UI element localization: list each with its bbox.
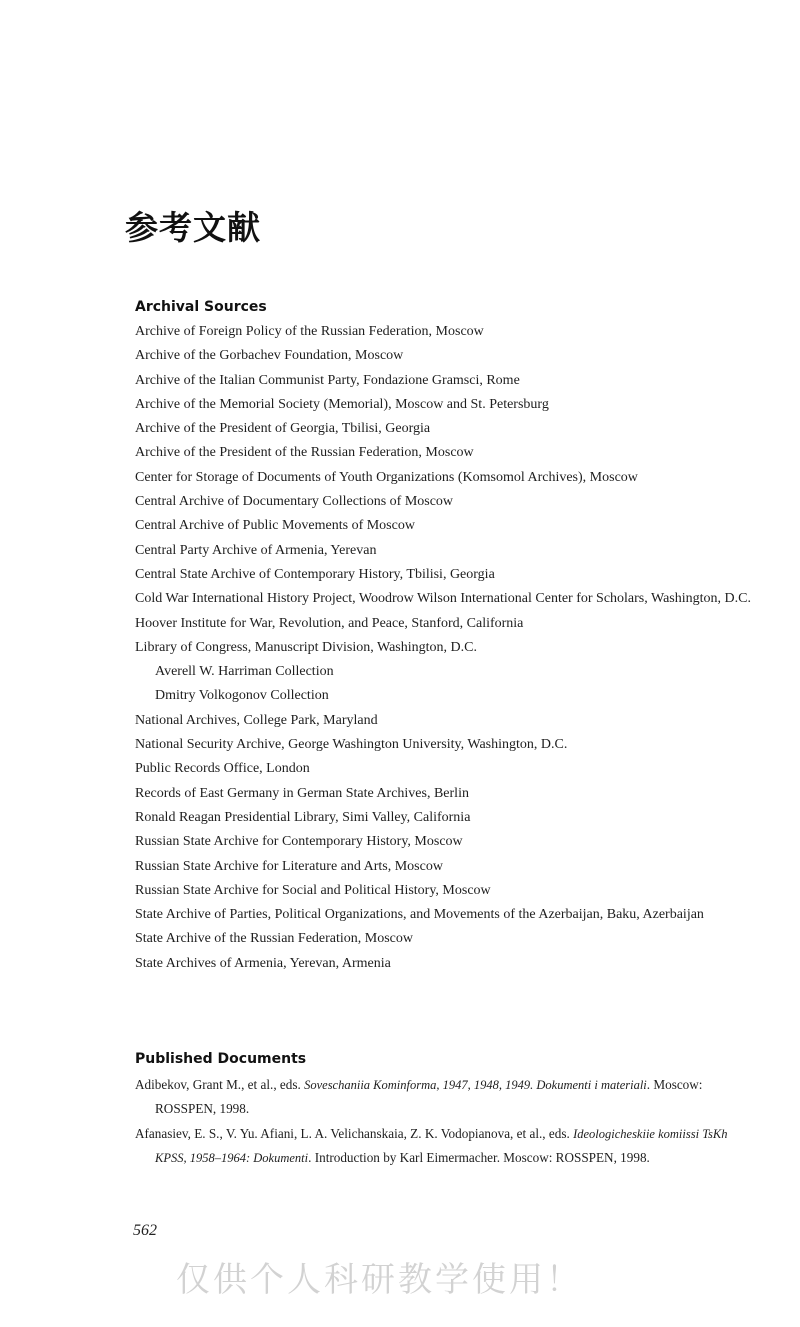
list-item: State Archive of the Russian Federation, Moscow bbox=[135, 931, 414, 947]
list-item bbox=[135, 1122, 755, 1171]
citation-authors: Afanasiev, E. S., V. Yu. Afiani, L. A. Velichanskaia, Z. K. Vodopianova, et al., eds. bbox=[135, 1125, 574, 1141]
citation-publisher: . Moscow: ROSSPEN, 1998. bbox=[155, 1077, 703, 1117]
list-item: Records of East Germany in German State Archives, Berlin bbox=[135, 785, 469, 801]
list-item bbox=[135, 1073, 755, 1122]
citation-publisher: . Introduction by Karl Eimermacher. Moscow: ROSSPEN, 1998. bbox=[308, 1149, 650, 1165]
list-subitem: Averell W. Harriman Collection bbox=[155, 664, 334, 680]
list-item: Hoover Institute for War, Revolution, and Peace, Stanford, California bbox=[135, 615, 524, 631]
list-item: Russian State Archive for Social and Political History, Moscow bbox=[135, 882, 491, 898]
list-item: National Archives, College Park, Maryland bbox=[135, 712, 378, 728]
list-item: Archive of the Italian Communist Party, Fondazione Gramsci, Rome bbox=[135, 372, 520, 388]
list-item: Cold War International History Project, Woodrow Wilson International Center for Scholars, Washington, D.C. bbox=[135, 591, 751, 607]
archival-list bbox=[135, 320, 755, 976]
published-documents-heading: Published Documents bbox=[135, 1051, 307, 1067]
page-number: 562 bbox=[133, 1222, 157, 1239]
list-item: Center for Storage of Documents of Youth Organizations (Komsomol Archives), Moscow bbox=[135, 469, 638, 485]
list-item: Central Archive of Public Movements of Moscow bbox=[135, 518, 415, 534]
list-item: Public Records Office, London bbox=[135, 761, 310, 777]
list-item: Central Party Archive of Armenia, Yerevan bbox=[135, 542, 377, 558]
list-item: Archive of the President of Georgia, Tbilisi, Georgia bbox=[135, 421, 431, 437]
published-list bbox=[135, 1073, 755, 1170]
list-item: Archive of the Gorbachev Foundation, Moscow bbox=[135, 348, 404, 364]
list-item: Russian State Archive for Literature and Arts, Moscow bbox=[135, 858, 443, 874]
list-item: State Archive of Parties, Political Organizations, and Movements of the Azerbaijan, Baku, Azerbaijan bbox=[135, 907, 704, 923]
list-item: Archive of the Memorial Society (Memorial), Moscow and St. Petersburg bbox=[135, 396, 549, 412]
citation-title: Ideologicheskiie komiissi TsKh KPSS, 1958–1964: Dokumenti bbox=[155, 1126, 728, 1165]
list-subitem: Dmitry Volkogonov Collection bbox=[155, 688, 329, 704]
list-item: Archive of the President of the Russian Federation, Moscow bbox=[135, 445, 474, 461]
citation-title: Soveschaniia Kominforma, 1947, 1948, 1949. Dokumenti i materiali bbox=[304, 1078, 647, 1092]
list-item: Russian State Archive for Contemporary History, Moscow bbox=[135, 834, 463, 850]
watermark-text: 仅供个人科研教学使用！ bbox=[176, 1260, 583, 1300]
list-item: Archive of Foreign Policy of the Russian Federation, Moscow bbox=[135, 324, 484, 339]
citation-authors: Adibekov, Grant M., et al., eds. bbox=[135, 1077, 305, 1092]
archival-sources-heading: Archival Sources bbox=[135, 299, 267, 315]
page-title: 参考文献 bbox=[125, 208, 261, 247]
list-item: National Security Archive, George Washington University, Washington, D.C. bbox=[135, 737, 568, 753]
list-item: Library of Congress, Manuscript Division, Washington, D.C. bbox=[135, 639, 477, 655]
list-item: State Archives of Armenia, Yerevan, Armenia bbox=[135, 955, 391, 971]
list-item: Central Archive of Documentary Collections of Moscow bbox=[135, 494, 454, 510]
list-item: Central State Archive of Contemporary History, Tbilisi, Georgia bbox=[135, 566, 495, 582]
list-item: Ronald Reagan Presidential Library, Simi Valley, California bbox=[135, 809, 471, 825]
